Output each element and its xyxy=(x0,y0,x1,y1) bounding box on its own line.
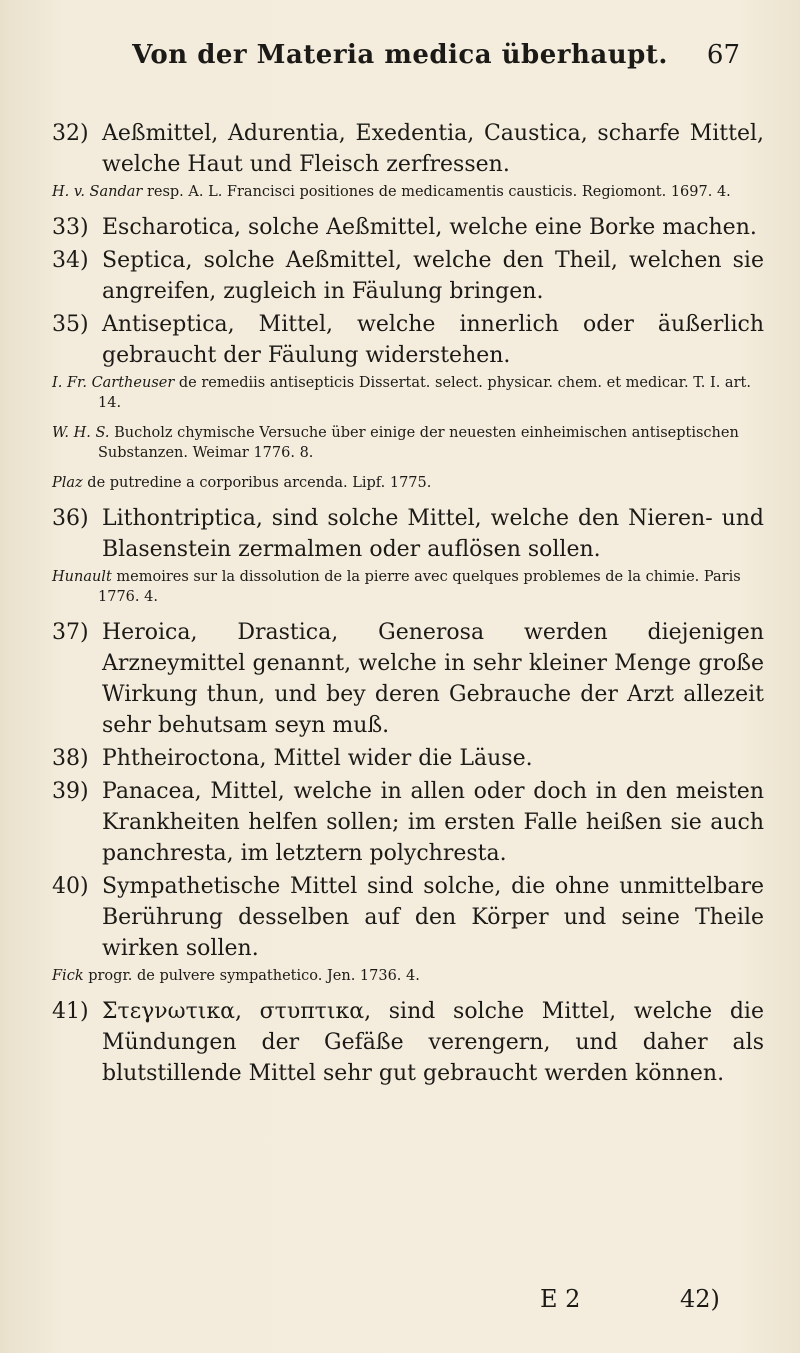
entry-item xyxy=(52,245,764,307)
entry-number: 41) xyxy=(52,999,89,1024)
entry-block xyxy=(52,996,764,1089)
entry-block xyxy=(52,212,764,243)
entry-text: Sympathetische Mittel sind solche, die ohne unmittelbare Berührung desselben auf den Körper und seine Theile wirken sollen. xyxy=(102,874,764,961)
entry-number: 35) xyxy=(52,312,89,337)
entry-item xyxy=(52,118,764,180)
citation xyxy=(52,182,764,202)
entry-number: 37) xyxy=(52,620,89,645)
citation-text: Bucholz chymische Versuche über einige der neuesten einheimischen antiseptischen Substanzen. Weimar 1776. 8. xyxy=(98,425,739,461)
entry-text: Antiseptica, Mittel, welche innerlich oder äußerlich gebraucht der Fäulung widerstehen. xyxy=(102,312,764,368)
entry-item xyxy=(52,212,764,243)
entry-block xyxy=(52,118,764,202)
entry-text: Septica, solche Aeßmittel, welche den Theil, welchen sie angreifen, zugleich in Fäulung bringen. xyxy=(102,248,764,304)
citation-author: Fick xyxy=(52,968,84,984)
entry-block xyxy=(52,871,764,986)
citation-author: H. v. Sandar xyxy=(52,184,143,200)
citation-text: resp. A. L. Francisci positiones de medicamentis causticis. Regiomont. 1697. 4. xyxy=(146,184,731,200)
catchword: 42) xyxy=(680,1285,720,1313)
entry-number: 38) xyxy=(52,746,89,771)
entry-number: 39) xyxy=(52,779,89,804)
citation xyxy=(52,423,764,463)
entry-item xyxy=(52,617,764,741)
entry-item xyxy=(52,776,764,869)
entry-text: Lithontriptica, sind solche Mittel, welche den Nieren- und Blasenstein zermalmen oder auflösen sollen. xyxy=(102,506,764,562)
citation-author: Hunault xyxy=(52,569,112,585)
entry-number: 40) xyxy=(52,874,89,899)
entry-block xyxy=(52,743,764,774)
entry-item xyxy=(52,871,764,964)
entry-number: 33) xyxy=(52,215,89,240)
citation xyxy=(52,966,764,986)
citation-author: Plaz xyxy=(52,475,83,491)
citation-text: memoires sur la dissolution de la pierre avec quelques problemes de la chimie. Paris 1776. 4. xyxy=(98,569,741,605)
entry-number: 36) xyxy=(52,506,89,531)
entry-text: Heroica, Drastica, Generosa werden diejenigen Arzneymittel genannt, welche in sehr kleiner Menge große Wirkung thun, und bey deren Gebrauche der Arzt allezeit sehr behutsam seyn muß. xyxy=(102,620,764,738)
entry-block xyxy=(52,503,764,607)
entry-item xyxy=(52,503,764,565)
entry-item xyxy=(52,309,764,371)
entry-block xyxy=(52,245,764,307)
entry-item xyxy=(52,743,764,774)
entry-text: Panacea, Mittel, welche in allen oder doch in den meisten Krankheiten helfen sollen; im ersten Falle heißen sie auch panchresta, im letztern polychresta. xyxy=(102,779,764,866)
citation-author: I. Fr. Cartheuser xyxy=(52,375,175,391)
entry-block xyxy=(52,776,764,869)
entry-block xyxy=(52,617,764,741)
citation-text: progr. de pulvere sympathetico. Jen. 1736. 4. xyxy=(88,968,420,984)
citation-text: de remediis antisepticis Dissertat. select. physicar. chem. et medicar. T. I. art. 14. xyxy=(98,375,751,411)
entry-text: Στεγνωτικα, στυπτικα, sind solche Mittel, welche die Mündungen der Gefäße verengern, und daher als blutstillende Mittel sehr gut gebraucht werden können. xyxy=(102,999,764,1086)
running-head xyxy=(60,40,740,80)
page-footer xyxy=(0,1285,800,1325)
citation-author: W. H. S. xyxy=(52,425,110,441)
entry-text: Escharotica, solche Aeßmittel, welche eine Borke machen. xyxy=(102,215,757,240)
entry-block xyxy=(52,309,764,493)
page-number: 67 xyxy=(706,40,740,70)
citation xyxy=(52,373,764,413)
entry-number: 34) xyxy=(52,248,89,273)
signature-mark: E 2 xyxy=(540,1285,581,1313)
citation xyxy=(52,567,764,607)
entry-text: Aeßmittel, Adurentia, Exedentia, Caustica, scharfe Mittel, welche Haut und Fleisch zerfressen. xyxy=(102,121,764,177)
citation xyxy=(52,473,764,493)
citation-text: de putredine a corporibus arcenda. Lipf. 1775. xyxy=(87,475,432,491)
entry-number: 32) xyxy=(52,121,89,146)
page-title: Von der Materia medica überhaupt. xyxy=(132,40,668,70)
entry-text: Phtheiroctona, Mittel wider die Läuse. xyxy=(102,746,533,771)
page-body xyxy=(52,118,764,1091)
entry-item xyxy=(52,996,764,1089)
